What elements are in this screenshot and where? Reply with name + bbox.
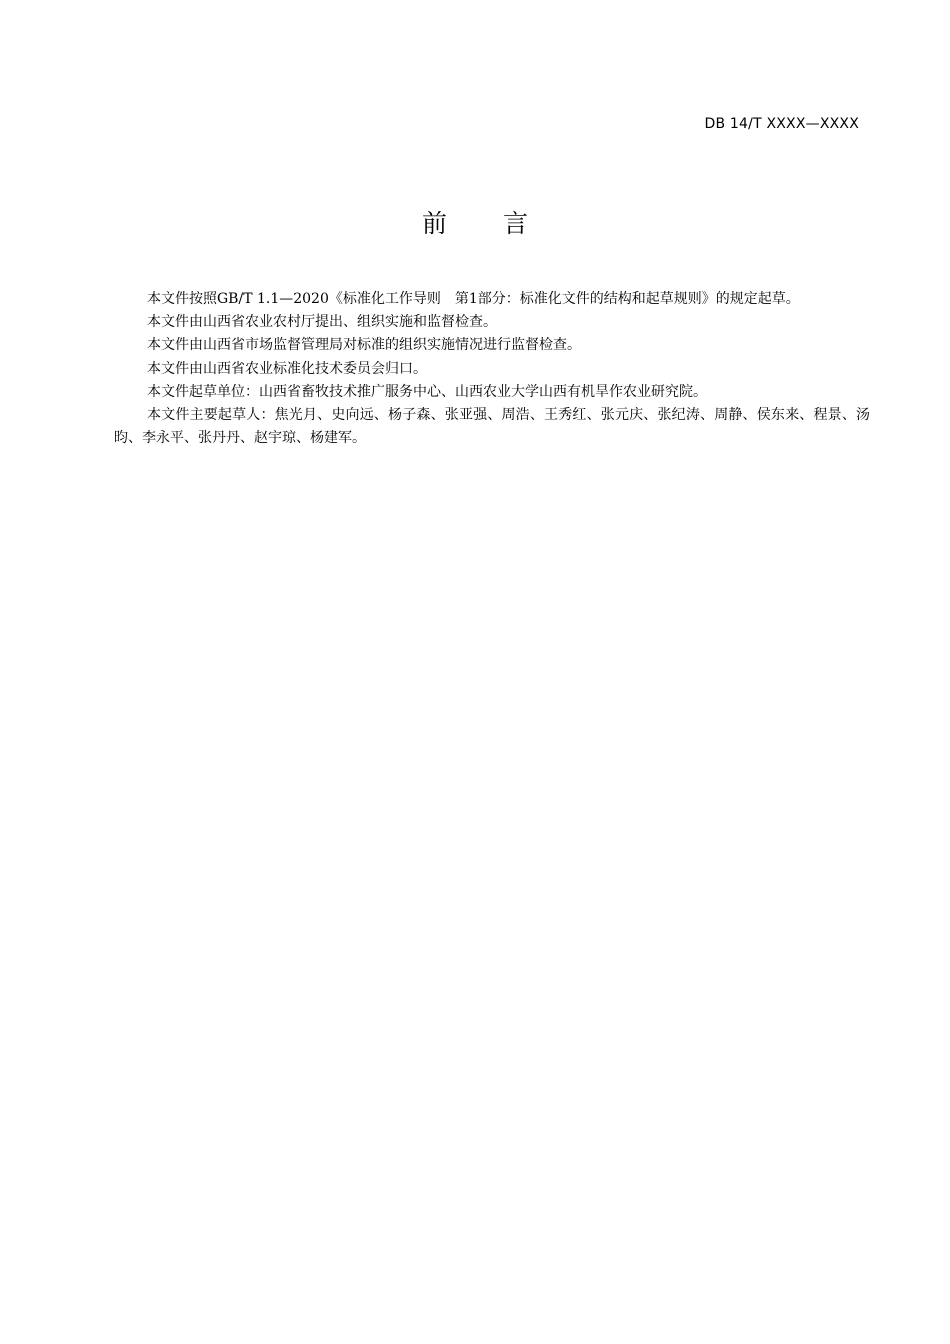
page-title: 前 言 — [422, 209, 552, 238]
document-code-header: DB 14/T XXXX—XXXX — [704, 116, 859, 132]
paragraph-drafting-rules: 本文件按照GB/T 1.1—2020《标准化工作导则 第1部分：标准化文件的结构和起草规则》的规定起草。 — [147, 291, 800, 307]
paragraph-drafting-units: 本文件起草单位：山西省畜牧技术推广服务中心、山西农业大学山西有机旱作农业研究院。 — [147, 383, 707, 400]
paragraph-committee: 本文件由山西省农业标准化技术委员会归口。 — [147, 360, 427, 377]
paragraph-drafters: 本文件主要起草人：焦光月、史向远、杨子森、张亚强、周浩、王秀红、张元庆、张纪涛、周静、侯东来、程景、汤昀、李永平、张丹丹、赵宇琼、杨建军。 — [114, 407, 870, 447]
foreword-body — [114, 288, 870, 450]
paragraph-proposer: 本文件由山西省农业农村厅提出、组织实施和监督检查。 — [147, 314, 497, 331]
paragraph-supervision: 本文件由山西省市场监督管理局对标准的组织实施情况进行监督检查。 — [147, 337, 581, 354]
